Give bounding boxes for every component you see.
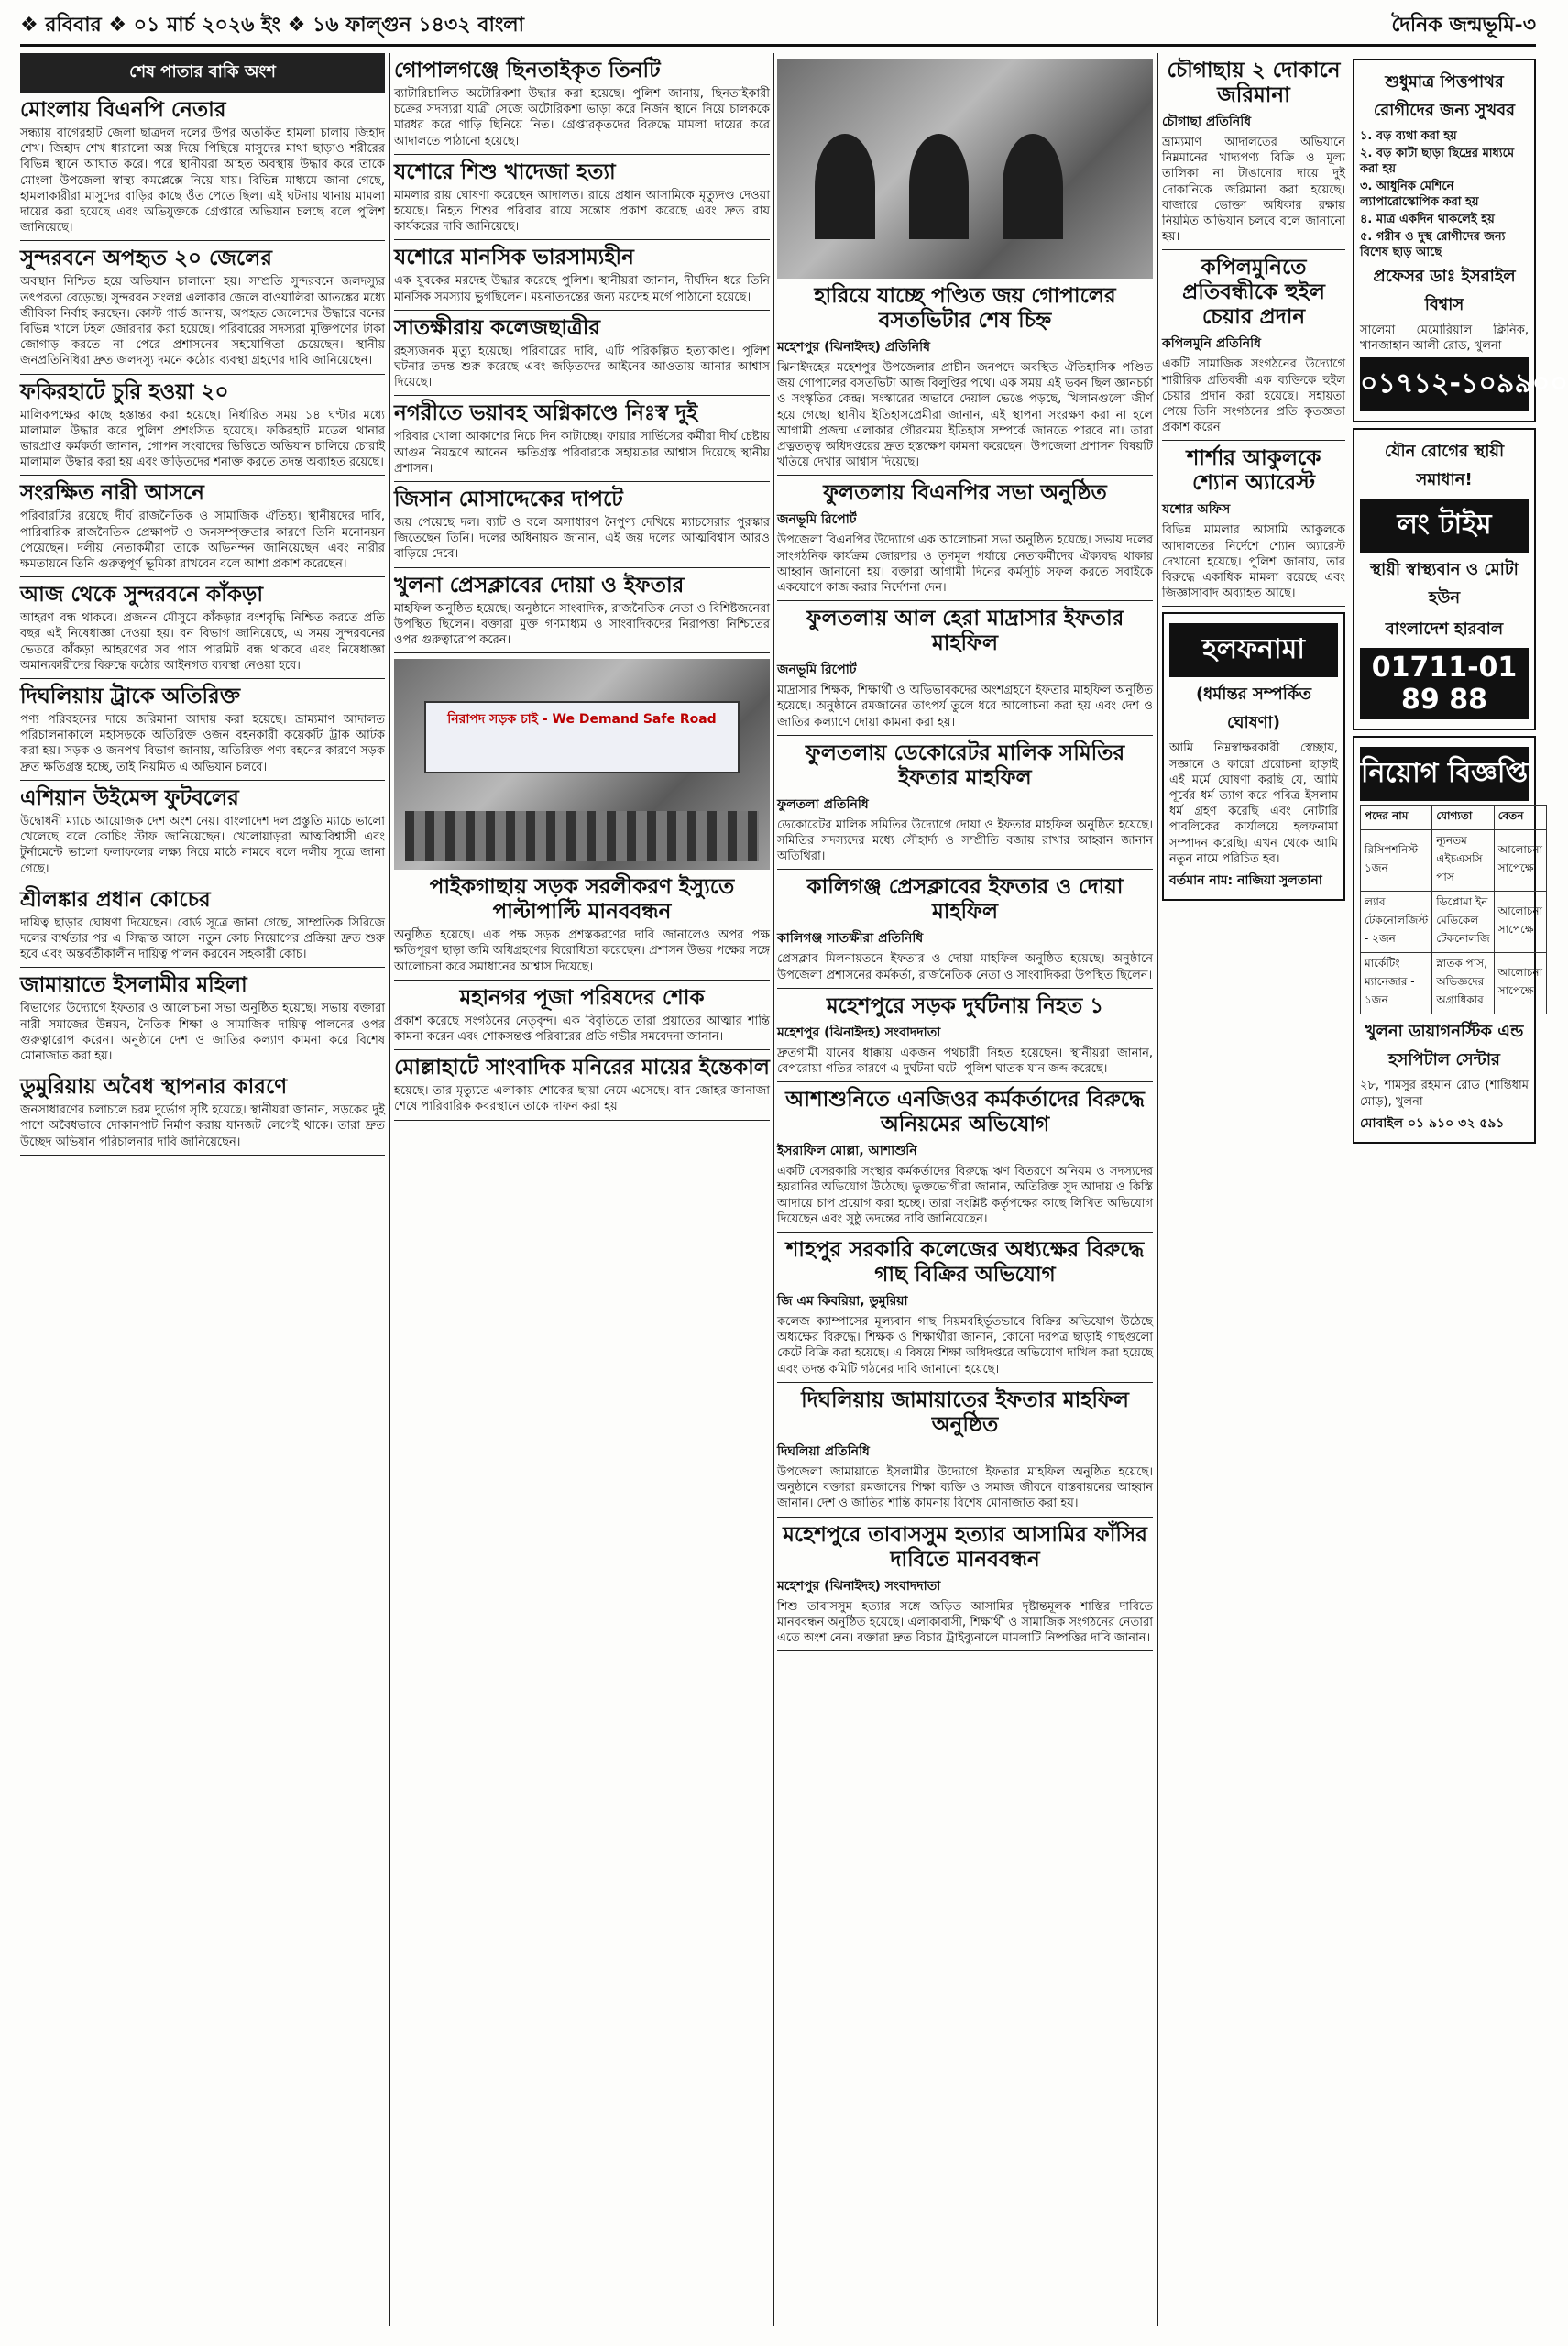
article-byline: দিঘলিয়া প্রতিনিধি	[777, 1443, 870, 1459]
job-phone: মোবাইল ০১ ৯১০ ৩২ ৫৯১	[1360, 1115, 1505, 1131]
herbal-org: বাংলাদেশ হারবাল	[1385, 619, 1504, 640]
article-headline: দিঘলিয়ায় ট্রাকে অতিরিক্ত	[20, 685, 241, 709]
article-headline: শ্রীলঙ্কার প্রধান কোচের	[20, 887, 211, 912]
article-body: উপজেলা জামায়াতে ইসলামীর উদ্যোগে ইফতার মাহফিল অনুষ্ঠিত হয়েছে। অনুষ্ঠানে বক্তারা রমজানের শিক্ষা ব্যক্তি ও সমাজ জীবনে বাস্তবায়নের আহ্বান জানান। দেশ ও জাতির শান্তি কামনায় বিশেষ মোনাজাত করা হয়।	[777, 1464, 1153, 1511]
article	[1162, 59, 1345, 250]
column-2	[394, 53, 770, 2326]
clinic-benefit: ৪. মাত্র একদিন থাকলেই হয়	[1360, 213, 1495, 226]
clinic-benefit: ৫. গরীব ও দুস্থ রোগীদের জন্য বিশেষ ছাড় আছে	[1360, 230, 1506, 259]
article-byline: কালিগঞ্জ সাতক্ষীরা প্রতিনিধি	[777, 931, 924, 947]
article-headline: সাতক্ষীরায় কলেজছাত্রীর	[394, 315, 600, 340]
column-3	[777, 53, 1153, 2326]
article	[394, 875, 770, 981]
job-advertisement	[1353, 736, 1542, 1143]
article-body: উদ্বোধনী ম্যাচে আয়োজক দেশ অংশ নেয়। বাংলাদেশ দল প্রস্তুতি ম্যাচে ভালো খেলেছে বলে কোচিং স্টাফ জানিয়েছেন। খেলোয়াড়রা আত্মবিশ্বাসী এবং টুর্নামেন্টে ভালো ফলাফলের লক্ষ্য নিয়ে মাঠে নামবে বলে দলীয় সূত্রে জানা গেছে।	[20, 814, 385, 876]
article-body: অবস্থান নিশ্চিত হয়ে অভিযান চালানো হয়। সম্প্রতি সুন্দরবনে জলদস্যুর তৎপরতা বেড়েছে। সুন্দরবন সংলগ্ন এলাকার জেলে বাওয়ালিরা আতঙ্কের মধ্যে জীবিকা নির্বাহ করছেন। কোস্ট গার্ড জানায়, অপহৃত জেলেদের উদ্ধারে বনের বিভিন্ন খালে টহল জোরদার করা হয়েছে। পরিবারের সদস্যরা মুক্তিপণের টাকা জোগাড় করতে না পেরে প্রশাসনের সহযোগিতা চেয়েছেন। স্থানীয় জনপ্রতিনিধিরা দ্রুত জলদস্যু দমনে কঠোর ব্যবস্থা গ্রহণের দাবি জানিয়েছেন।	[20, 275, 385, 368]
article	[20, 380, 385, 477]
column-right	[1162, 53, 1568, 2326]
article-body: আহরণ বন্ধ থাকবে। প্রজনন মৌসুমে কাঁকড়ার বংশবৃদ্ধি নিশ্চিত করতে প্রতি বছর এই নিষেধাজ্ঞা দেওয়া হয়। বন বিভাগ জানিয়েছে, এ সময় সুন্দরবনের ভেতরে কাঁকড়া আহরণের সব পাস পারমিট বন্ধ থাকবে এবং নিষেধাজ্ঞা অমান্যকারীদের বিরুদ্ধে কঠোর আইনগত ব্যবস্থা নেওয়া হবে।	[20, 611, 385, 673]
article-byline: ইসরাফিল মোল্লা, আশাশুনি	[777, 1144, 917, 1159]
article-body: হয়েছে। তার মৃত্যুতে এলাকায় শোকের ছায়া নেমে এসেছে। বাদ জোহর জানাজা শেষে পারিবারিক কবরস্থানে তাকে দাফন করা হয়।	[394, 1084, 770, 1114]
article	[20, 685, 385, 781]
article	[20, 583, 385, 679]
article-body: একটি বেসরকারি সংস্থার কর্মকর্তাদের বিরুদ্ধে ঋণ বিতরণে অনিয়ম ও সদস্যদের হয়রানির অভিযোগ উঠেছে। ভুক্তভোগীরা জানান, অতিরিক্ত সুদ আদায় ও কিস্তি আদায়ে চাপ প্রয়োগ করা হচ্ছে। তারা সংশ্লিষ্ট কর্তৃপক্ষের কাছে লিখিত অভিযোগ দিয়েছেন এবং সুষ্ঠু তদন্তের দাবি জানিয়েছেন।	[777, 1165, 1153, 1226]
article-byline: ফুলতলা প্রতিনিধি	[777, 796, 869, 812]
page-header	[20, 7, 1536, 47]
article-body: ঝিনাইদহের মহেশপুর উপজেলার প্রাচীন জনপদে অবস্থিত ঐতিহাসিক পণ্ডিত জয় গোপালের বসতভিটা আজ বিলুপ্তির পথে। এক সময় এই ভবন ছিল জ্ঞানচর্চা ও সংস্কৃতির কেন্দ্র। সংস্কারের অভাবে দেয়াল ভেঙে পড়ছে, খিলানগুলো জীর্ণ হয়ে গেছে। স্থানীয় ইতিহাসপ্রেমীরা জানান, এই স্থাপনা সংরক্ষণ করা না হলে আগামী প্রজন্ম এলাকার গৌরবময় ইতিহাস সম্পর্কে জানতে পারবে না। তারা প্রত্নতত্ত্ব অধিদপ্তরের দ্রুত হস্তক্ষেপ কামনা করেছেন। উপজেলা প্রশাসন বিষয়টি খতিয়ে দেখার আশ্বাস দিয়েছে।	[777, 361, 1153, 470]
article-headline: মোল্লাহাটে সাংবাদিক মনিরের মায়ের ইন্তেকাল	[394, 1056, 770, 1080]
feature-article	[777, 59, 1153, 279]
job-table	[1360, 805, 1547, 1014]
header-paper: দৈনিক জন্মভূমি-৩	[1391, 12, 1536, 37]
article-byline: জনভূমি রিপোর্ট	[777, 663, 857, 678]
article-body: ব্যাটারিচালিত অটোরিকশা উদ্ধার করা হয়েছে। পুলিশ জানায়, ছিনতাইকারী চক্রের সদস্যরা যাত্রী সেজে অটোরিকশা ভাড়া করে নির্জন স্থানে নিয়ে চালককে মারধর করে গাড়ি ছিনিয়ে নিত। গ্রেপ্তারকৃতদের বিরুদ্ধে মামলা দায়ের করে আদালতে পাঠানো হয়েছে।	[394, 87, 770, 148]
article-headline: যশোরে শিশু খাদেজা হত্যা	[394, 159, 616, 184]
article-body: মাহফিল অনুষ্ঠিত হয়েছে। অনুষ্ঠানে সাংবাদিক, রাজনৈতিক নেতা ও বিশিষ্টজনেরা উপস্থিত ছিলেন। বক্তারা মুক্ত গণমাধ্যম ও সাংবাদিকদের নিরাপত্তা নিশ্চিতের ওপর গুরুত্বারোপ করেন।	[394, 601, 770, 648]
article-headline: ফুলতলায় ডেকোরেটর মালিক সমিতির ইফতার মাহফিল	[805, 740, 1125, 790]
article-headline: আজ থেকে সুন্দরবনে কাঁকড়া	[20, 583, 263, 608]
article-headline: সুন্দরবনে অপহৃত ২০ জেলের	[20, 247, 272, 271]
article-headline: ফুলতলায় বিএনপির সভা অনুষ্ঠিত	[823, 481, 1107, 506]
article-body: পরিবার খোলা আকাশের নিচে দিন কাটাচ্ছে। ফায়ার সার্ভিসের কর্মীরা দীর্ঘ চেষ্টায় আগুন নিয়ন্ত্রণে আনেন। ক্ষতিগ্রস্ত পরিবারকে সহায়তার আশ্বাস দিয়েছে স্থানীয় প্রশাসন।	[394, 430, 770, 476]
article-headline: জিসান মোসাদ্দেকের দাপটে	[394, 488, 623, 512]
article-body: প্রকাশ করেছে সংগঠনের নেতৃবৃন্দ। এক বিবৃতিতে তারা প্রয়াতের আত্মার শান্তি কামনা করেন এবং শোকসন্তপ্ত পরিবারের প্রতি গভীর সমবেদনা জানান।	[394, 1014, 770, 1045]
article	[1162, 256, 1345, 441]
article-body: দ্রুতগামী যানের ধাক্কায় একজন পথচারী নিহত হয়েছেন। স্থানীয়রা জানান, বেপরোয়া গতির কারণে এ দুর্ঘটনা ঘটে। পুলিশ ঘাতক যান জব্দ করেছে।	[777, 1046, 1153, 1077]
article-headline: মোংলায় বিএনপি নেতার	[20, 98, 226, 122]
heritage-building-photo	[777, 59, 1153, 279]
article	[394, 59, 770, 155]
job-cell: ন্যূনতম এইচএসসি পাস	[1432, 830, 1494, 892]
table-row	[1361, 892, 1547, 953]
article-body: পরিবারটির রয়েছে দীর্ঘ রাজনৈতিক ও সামাজিক ঐতিহ্য। স্থানীয়দের দাবি, পারিবারিক রাজনৈতিক প্রেক্ষাপট ও জনসম্পৃক্ততার কারণে তিনি মনোনয়ন পেয়েছেন। দলীয় নেতাকর্মীরা তাকে অভিনন্দন জানিয়েছেন এবং নারীর ক্ষমতায়নে তিনি গুরুত্বপূর্ণ ভূমিকা রাখবেন বলে আশা প্রকাশ করেছেন।	[20, 510, 385, 572]
human-chain-photo	[394, 659, 770, 870]
article	[777, 284, 1153, 476]
article-byline: চৌগাছা প্রতিনিধি	[1162, 115, 1252, 129]
article-headline: যশোরে মানসিক ভারসাম্যহীন	[394, 246, 634, 270]
article-body: অনুষ্ঠিত হয়েছে। এক পক্ষ সড়ক প্রশস্তকরণের দাবি জানালেও অপর পক্ষ ক্ষতিপূরণ ছাড়া জমি অধিগ্রহণের বিরোধিতা করেছেন। প্রশাসন উভয় পক্ষের সঙ্গে আলোচনা করে সমাধানের আশ্বাস দিয়েছে।	[394, 928, 770, 974]
clinic-benefit: ১. বড় ব্যথা করা হয়	[1360, 129, 1457, 143]
article-byline: যশোর অফিস	[1162, 502, 1231, 518]
article-body: শিশু তাবাসসুম হত্যার সঙ্গে জড়িত আসামির দৃষ্টান্তমূলক শাস্তির দাবিতে মানববন্ধন অনুষ্ঠিত হয়েছে। এলাকাবাসী, শিক্ষার্থী ও সামাজিক সংগঠনের নেতারা এতে অংশ নেন। বক্তারা দ্রুত বিচার ট্রাইব্যুনালে মামলাটি নিষ্পত্তির দাবি জানান।	[777, 1599, 1153, 1645]
article	[394, 246, 770, 310]
article	[777, 481, 1153, 601]
job-cell: আলোচনা সাপেক্ষে	[1494, 830, 1546, 892]
article	[20, 1075, 385, 1156]
column-1	[20, 53, 385, 2326]
photo-banner: নিরাপদ সড়ক চাই - We Demand Safe Road	[424, 701, 740, 773]
article	[394, 986, 770, 1050]
article	[394, 160, 770, 241]
article-headline: শার্শার আকুলকে শ্যোন অ্যারেস্ট	[1186, 446, 1321, 496]
herbal-brand: লং টাইম	[1360, 499, 1529, 553]
article-headline: পাইকগাছায় সড়ক সরলীকরণ ইস্যুতে পাল্টাপাল্টি মানববন্ধন	[429, 875, 735, 925]
job-cell: মার্কেটিং ম্যানেজার - ১জন	[1361, 953, 1432, 1014]
job-col-header: যোগ্যতা	[1432, 806, 1494, 830]
article-body: ডেকোরেটর মালিক সমিতির উদ্যোগে দোয়া ও ইফতার মাহফিল অনুষ্ঠিত হয়েছে। সমিতির সদস্যদের মধ্যে সৌহার্দ্য ও সম্প্রীতি বজায় রাখার আহ্বান জানান অতিথিরা।	[777, 817, 1153, 864]
article	[777, 607, 1153, 736]
job-address: ২৮, শামসুর রহমান রোড (শান্তিধাম মোড়), খুলনা	[1360, 1079, 1529, 1109]
table-row	[1361, 830, 1547, 892]
article-body: মালিকপক্ষের কাছে হস্তান্তর করা হয়েছে। নির্ধারিত সময় ১৪ ঘণ্টার মধ্যে মালামাল উদ্ধার করে পুলিশ প্রশংসিত হয়েছে। ফকিরহাট মডেল থানার ভারপ্রাপ্ত কর্মকর্তা জানান, গোপন সংবাদের ভিত্তিতে অভিযান চালিয়ে চোরাই মালামাল উদ্ধার করা হয় এবং জড়িতদের শনাক্ত করতে তদন্ত অব্যাহত রয়েছে।	[20, 408, 385, 470]
article	[394, 488, 770, 568]
doctor-name: প্রফেসর ডাঃ ইসরাইল বিশ্বাস	[1373, 267, 1516, 314]
article	[777, 1238, 1153, 1383]
article-body: বিভাগের উদ্যোগে ইফতার ও আলোচনা সভা অনুষ্ঠিত হয়েছে। সভায় বক্তারা নারী সমাজের উন্নয়ন, নৈতিক শিক্ষা ও সামাজিক দায়িত্ব পালনের ওপর গুরুত্বারোপ করেন। অনুষ্ঠানে দেশ ও জাতির কল্যাণ কামনা করে বিশেষ মোনাজাত করা হয়।	[20, 1002, 385, 1063]
job-cell: আলোচনা সাপেক্ষে	[1494, 953, 1546, 1014]
job-col-header: পদের নাম	[1361, 806, 1432, 830]
affidavit-subtitle: (ধর্মান্তর সম্পর্কিত ঘোষণা)	[1195, 685, 1312, 733]
article-body: কলেজ ক্যাম্পাসের মূল্যবান গাছ নিয়মবহির্ভূতভাবে বিক্রির অভিযোগ উঠেছে অধ্যক্ষের বিরুদ্ধে। শিক্ষক ও শিক্ষার্থীরা জানান, কোনো দরপত্র ছাড়াই গাছগুলো কেটে বিক্রি করা হয়েছে। এ বিষয়ে শিক্ষা অধিদপ্তরে অভিযোগ দাখিল করা হয়েছে এবং তদন্ত কমিটি গঠনের দাবি জানানো হয়েছে।	[777, 1315, 1153, 1376]
clinic-advertisement	[1353, 59, 1568, 422]
article-byline: কপিলমুনি প্রতিনিধি	[1162, 336, 1261, 352]
article	[394, 401, 770, 482]
article-body: মামলার রায় ঘোষণা করেছেন আদালত। রায়ে প্রধান আসামিকে মৃত্যুদণ্ড দেওয়া হয়েছে। নিহত শিশুর পরিবার রায়ে সন্তোষ প্রকাশ করেছে এবং দ্রুত রায় কার্যকরের দাবি জানিয়েছে।	[394, 188, 770, 235]
article-body: সন্ধ্যায় বাগেরহাট জেলা ছাত্রদল দলের উপর অতর্কিত হামলা চালায় জিহাদ শেখ। জিহাদ শেখ ধারালো অস্ত্র দিয়ে পিছিয়ে মাসুদের মাথা ছাড়াও শরীরের বিভিন্ন স্থানে আঘাত করে। পরে স্থানীয়রা আহত অবস্থায় উদ্ধার করে তাকে মোংলা উপজেলা স্বাস্থ্য কমপ্লেক্সে নিয়ে যায়। বিভিন্ন মাধ্যমে জানা গেছে, হামলাকারীরা মাসুদের বাড়ির কাছে ওঁত পেতে ছিল। এই ঘটনায় থানায় মামলা দায়ের করা হয়েছে এবং অভিযুক্তকে গ্রেপ্তারে অভিযান চলছে বলে পুলিশ জানিয়েছে।	[20, 126, 385, 236]
herbal-advertisement	[1353, 428, 1536, 730]
article-body: উপজেলা বিএনপির উদ্যোগে এক আলোচনা সভা অনুষ্ঠিত হয়েছে। সভায় দলের সাংগঠনিক কার্যক্রম জোরদার ও তৃণমূল পর্যায়ে নেতাকর্মীদের ঐক্যবদ্ধ থাকার আহ্বান জানানো হয়। বক্তারা আগামী দিনের কর্মসূচি সফল করতে সবাইকে একযোগে কাজ করার নির্দেশনা দেন।	[777, 533, 1153, 596]
article-body: প্রেসক্লাব মিলনায়তনে ইফতার ও দোয়া মাহফিল অনুষ্ঠিত হয়েছে। অনুষ্ঠানে উপজেলা প্রশাসনের কর্মকর্তা, রাজনৈতিক নেতা ও সাংবাদিকরা উপস্থিত ছিলেন।	[777, 952, 1153, 982]
article	[394, 1056, 770, 1120]
section-band: শেষ পাতার বাকি অংশ	[20, 53, 385, 93]
affidavit-title: হলফনামা	[1169, 623, 1338, 677]
article	[777, 1388, 1153, 1518]
article-body: পণ্য পরিবহনের দায়ে জরিমানা আদায় করা হয়েছে। ভ্রাম্যমাণ আদালত পরিচালনাকালে মহাসড়কে অতিরিক্ত ওজন বহনকারী কয়েকটি ট্রাক আটক করা হয়। সড়ক ও জনপথ বিভাগ জানায়, অতিরিক্ত পণ্য বহনের কারণে সড়ক দ্রুত ক্ষতিগ্রস্ত হচ্ছে, তাই নিয়মিত এ অভিযান চলবে।	[20, 713, 385, 774]
job-cell: ল্যাব টেকনোলজিস্ট - ২জন	[1361, 892, 1432, 953]
article-body: এক যুবকের মরদেহ উদ্ধার করেছে পুলিশ। স্থানীয়রা জানান, দীর্ঘদিন ধরে তিনি মানসিক সমস্যায় ভুগছিলেন। ময়নাতদন্তের জন্য মরদেহ মর্গে পাঠানো হয়েছে।	[394, 274, 770, 304]
herbal-line: স্থায়ী স্বাস্থ্যবান ও মোটা হউন	[1370, 560, 1519, 608]
article-headline: ডুমুরিয়ায় অবৈধ স্থাপনার কারণে	[20, 1075, 288, 1100]
article-body: দায়িত্ব ছাড়ার ঘোষণা দিয়েছেন। বোর্ড সূত্রে জানা গেছে, সাম্প্রতিক সিরিজে দলের ব্যর্থতার পর এ সিদ্ধান্ত আসে। নতুন কোচ নিয়োগের প্রক্রিয়া দ্রুত শুরু হবে এবং অন্তর্বর্তীকালীন দায়িত্ব পালন করবেন সহকারী কোচ।	[20, 915, 385, 962]
article-headline: আশাশুনিতে এনজিওর কর্মকর্তাদের বিরুদ্ধে অনিয়মের অভিযোগ	[785, 1088, 1145, 1137]
job-cell: স্নাতক পাস, অভিজ্ঞদের অগ্রাধিকার	[1432, 953, 1494, 1014]
article-body: ভ্রাম্যমাণ আদালতের অভিযানে নিম্নমানের খাদ্যপণ্য বিক্রি ও মূল্য তালিকা না টাঙানোর দায়ে দুই দোকানিকে জরিমানা করা হয়েছে। বাজারে ভোক্তা অধিকার রক্ষায় নিয়মিত অভিযান চলবে বলে জানানো হয়।	[1162, 136, 1345, 245]
article-headline: চৌগাছায় ২ দোকানে জরিমানা	[1167, 59, 1341, 107]
article-headline: মহেশপুরে সড়ক দুর্ঘটনায় নিহত ১	[826, 993, 1104, 1018]
clinic-address: সালেমা মেমোরিয়াল ক্লিনিক, খানজাহান আলী রোড, খুলনা	[1360, 323, 1529, 354]
article	[20, 98, 385, 241]
article	[777, 741, 1153, 871]
article-headline: গোপালগঞ্জে ছিনতাইকৃত তিনটি	[394, 59, 661, 82]
article-headline: ফুলতলায় আল হেরা মাদ্রাসার ইফতার মাহফিল	[806, 607, 1124, 656]
article	[777, 1088, 1153, 1233]
article-headline: সংরক্ষিত নারী আসনে	[20, 481, 204, 506]
article-headline: জামায়াতে ইসলামীর মহিলা	[20, 973, 247, 998]
job-cell: আলোচনা সাপেক্ষে	[1494, 892, 1546, 953]
article-byline: মহেশপুর (ঝিনাইদহ) সংবাদদাতা	[777, 1578, 941, 1594]
article-headline: কপিলমুনিতে প্রতিবন্ধীকে হুইল চেয়ার প্রদান	[1182, 256, 1325, 330]
article-body: একটি সামাজিক সংগঠনের উদ্যোগে শারীরিক প্রতিবন্ধী এক ব্যক্তিকে হুইল চেয়ার প্রদান করা হয়েছে। সহায়তা পেয়ে তিনি সংগঠনের প্রতি কৃতজ্ঞতা প্রকাশ করেন।	[1162, 357, 1345, 435]
herbal-phone: 01711-01 89 88	[1360, 648, 1529, 719]
article-byline: জি এম কিবরিয়া, ডুমুরিয়া	[777, 1294, 908, 1310]
article-headline: কালিগঞ্জ প্রেসক্লাবের ইফতার ও দোয়া মাহফিল	[806, 875, 1124, 925]
article-headline: ফকিরহাটে চুরি হওয়া ২০	[20, 379, 229, 404]
article	[777, 875, 1153, 988]
article-headline: খুলনা প্রেসক্লাবের দোয়া ও ইফতার	[394, 573, 685, 597]
article-body: জয় পেয়েছে দল। ব্যাট ও বলে অসাধারণ নৈপুণ্য দেখিয়ে ম্যাচসেরার পুরস্কার জিতেছেন তিনি। দলের অধিনায়ক জানান, এই জয় দলের আত্মবিশ্বাস আরও বাড়িয়ে দেবে।	[394, 516, 770, 562]
article-body: জনসাধারণের চলাচলে চরম দুর্ভোগ সৃষ্টি হয়েছে। স্থানীয়রা জানান, সড়কের দুই পাশে অবৈধভাবে দোকানপাট নির্মাণ করায় যানজট লেগেই থাকে। তারা দ্রুত উচ্ছেদ অভিযান পরিচালনার দাবি জানিয়েছেন।	[20, 1103, 385, 1149]
affidavit-notice	[1162, 612, 1345, 901]
clinic-phone: ০১৭১২-১০৯৯০০	[1360, 357, 1529, 411]
article	[777, 994, 1153, 1082]
affidavit-sign: বর্তমান নাম: নাজিয়া সুলতানা	[1169, 873, 1322, 889]
affidavit-body: আমি নিম্নস্বাক্ষরকারী স্বেচ্ছায়, সজ্ঞানে ও কারো প্ররোচনা ছাড়াই এই মর্মে ঘোষণা করছি যে, আমি পূর্বের ধর্ম ত্যাগ করে পবিত্র ইসলাম ধর্ম গ্রহণ করেছি এবং নোটারি পাবলিকের কার্যালয়ে হলফনামা সম্পাদন করেছি। এখন থেকে আমি নতুন নামে পরিচিত হব।	[1169, 741, 1338, 866]
job-org: খুলনা ডায়াগনস্টিক এন্ড হসপিটাল সেন্টার	[1365, 1022, 1524, 1070]
job-cell: রিসিপশনিস্ট - ১জন	[1361, 830, 1432, 892]
article-headline: দিঘলিয়ায় জামায়াতের ইফতার মাহফিল অনুষ্ঠিত	[801, 1387, 1129, 1437]
article-headline: মহানগর পূজা পরিষদের শোক	[459, 985, 705, 1010]
article	[20, 481, 385, 577]
article	[20, 888, 385, 969]
article-body: মাদ্রাসার শিক্ষক, শিক্ষার্থী ও অভিভাবকদের অংশগ্রহণে ইফতার মাহফিল অনুষ্ঠিত হয়েছে। অনুষ্ঠানে রমজানের তাৎপর্য তুলে ধরে আলোচনা করা হয় এবং দেশ ও জাতির কল্যাণে দোয়া কামনা করা হয়।	[777, 684, 1153, 729]
clinic-headline: শুধুমাত্র পিত্তপাথর রোগীদের জন্য সুখবর	[1373, 72, 1516, 120]
clinic-benefit: ৩. আধুনিক মেশিনে ল্যাপারোস্কোপিক করা হয়	[1360, 180, 1479, 209]
herbal-headline: যৌন রোগের স্থায়ী সমাধান!	[1384, 442, 1505, 490]
article	[20, 973, 385, 1069]
article-byline: মহেশপুর (ঝিনাইদহ) সংবাদদাতা	[777, 1025, 941, 1040]
clinic-benefit: ২. বড় কাটা ছাড়া ছিদ্রের মাধ্যমে করা হয়	[1360, 147, 1515, 176]
article-headline: নগরীতে ভয়াবহ অগ্নিকাণ্ডে নিঃস্ব দুই	[394, 401, 698, 426]
article-body: রহস্যজনক মৃত্যু হয়েছে। পরিবারের দাবি, এটি পরিকল্পিত হত্যাকাণ্ড। পুলিশ ঘটনার তদন্ত শুরু করেছে এবং জড়িতদের আইনের আওতায় আনার আশ্বাস দিয়েছে।	[394, 344, 770, 390]
article	[20, 247, 385, 374]
article-headline: শাহপুর সরকারি কলেজের অধ্যক্ষের বিরুদ্ধে গাছ বিক্রির অভিযোগ	[785, 1238, 1145, 1288]
article	[777, 1523, 1153, 1652]
article-headline: মহেশপুরে তাবাসসুম হত্যার আসামির ফাঁসির দাবিতে মানববন্ধন	[783, 1522, 1147, 1572]
job-cell: ডিপ্লোমা ইন মেডিকেল টেকনোলজি	[1432, 892, 1494, 953]
job-title: নিয়োগ বিজ্ঞপ্তি	[1360, 747, 1529, 801]
article-headline: হারিয়ে যাচ্ছে পণ্ডিত জয় গোপালের বসতভিটার শেষ চিহ্ন	[814, 284, 1116, 333]
article-byline: মহেশপুর (ঝিনাইদহ) প্রতিনিধি	[777, 340, 930, 355]
article-byline: জনভূমি রিপোর্ট	[777, 512, 857, 528]
article	[394, 316, 770, 397]
article	[394, 574, 770, 654]
article-headline: এশিয়ান উইমেন্স ফুটবলের	[20, 785, 239, 810]
article	[1162, 446, 1345, 607]
article-body: বিভিন্ন মামলার আসামি আকুলকে আদালতের নির্দেশে শ্যোন অ্যারেস্ট দেখানো হয়েছে। পুলিশ জানায়, তার বিরুদ্ধে একাধিক মামলা রয়েছে এবং জিজ্ঞাসাবাদ অব্যাহত আছে।	[1162, 523, 1345, 601]
table-row	[1361, 953, 1547, 1014]
job-col-header: বেতন	[1494, 806, 1546, 830]
header-date: ❖ রবিবার ❖ ০১ মার্চ ২০২৬ ইং ❖ ১৬ ফাল্গুন ১৪৩২ বাংলা	[20, 13, 525, 37]
article	[20, 786, 385, 882]
